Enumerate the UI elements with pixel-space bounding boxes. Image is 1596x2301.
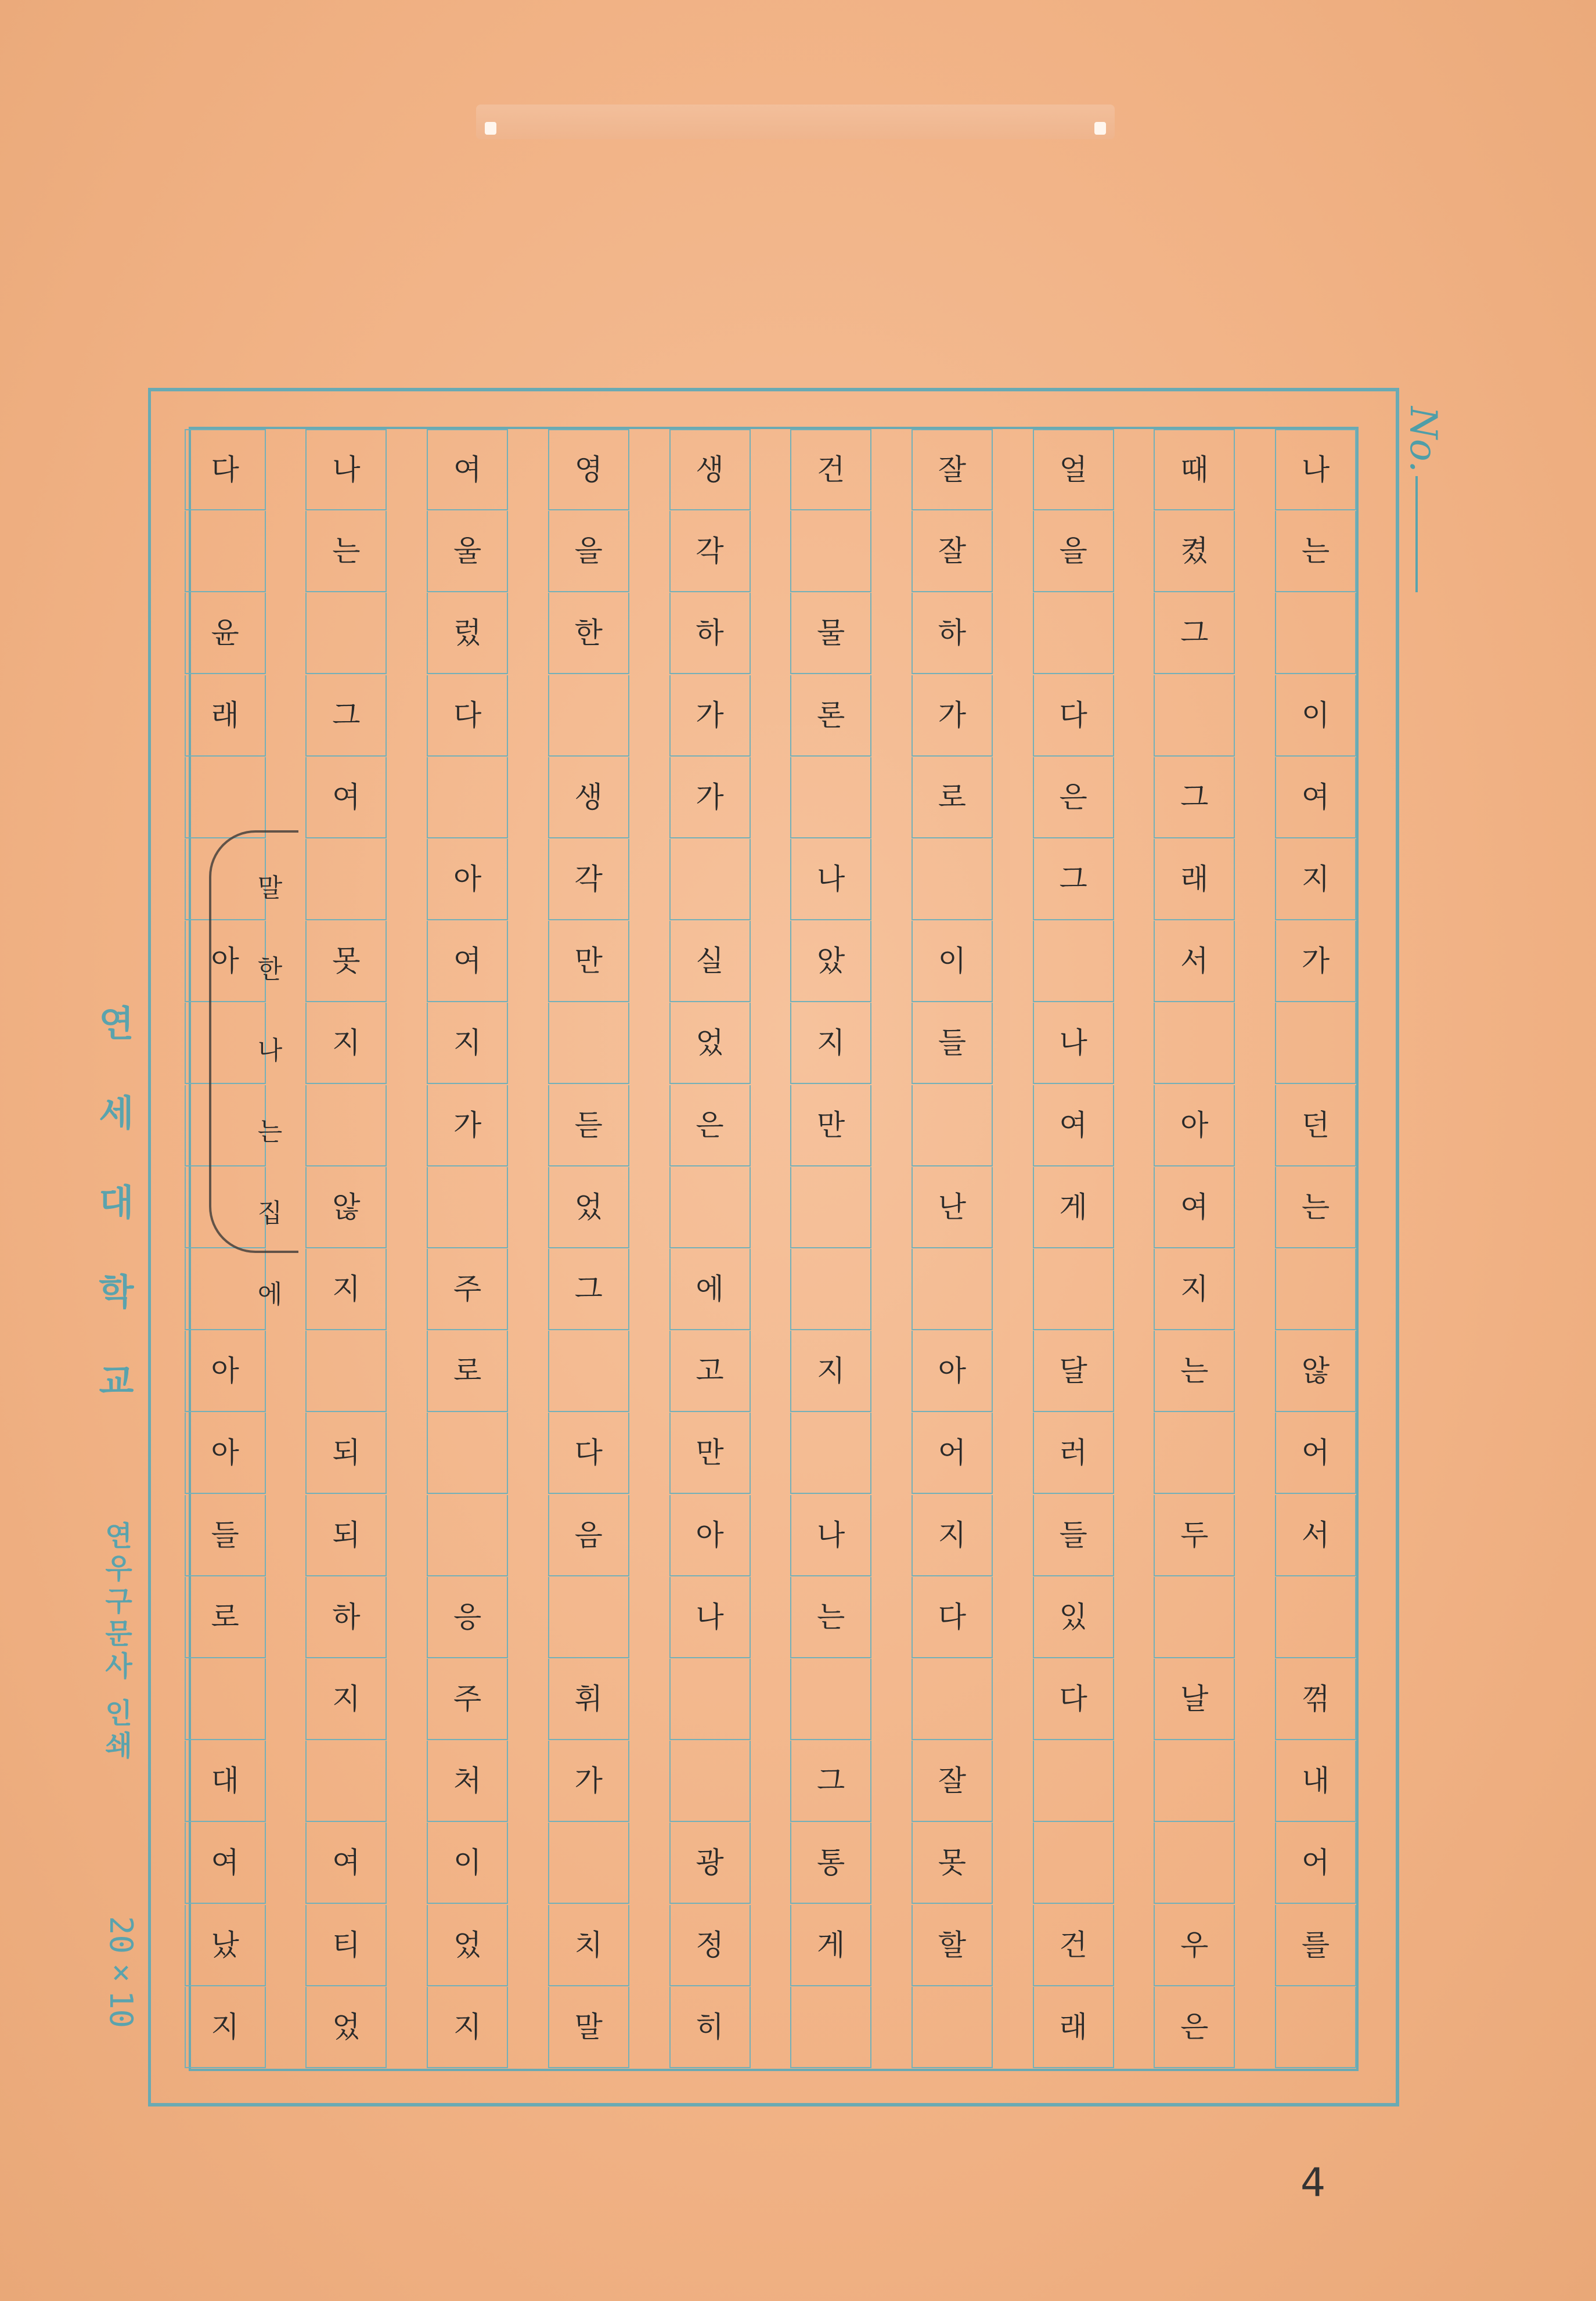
manuscript-cell: 가 <box>669 757 751 838</box>
manuscript-cell: 그 <box>305 675 387 757</box>
manuscript-cell: 물 <box>790 593 871 674</box>
margin-note-char: 집 <box>257 1198 283 1228</box>
manuscript-cell: 치 <box>548 1905 629 1986</box>
manuscript-cell: 는 <box>305 511 387 592</box>
manuscript-cell: 아 <box>1154 1085 1235 1166</box>
manuscript-cell <box>912 1249 993 1330</box>
manuscript-cell <box>1033 921 1114 1002</box>
manuscript-cell: 여 <box>305 1823 387 1904</box>
paper-clip-mark <box>476 105 1115 139</box>
manuscript-cell <box>1033 1823 1114 1904</box>
manuscript-cell: 다 <box>548 1413 629 1494</box>
manuscript-cell: 주 <box>427 1249 508 1330</box>
manuscript-cell: 여 <box>427 921 508 1002</box>
manuscript-cell: 가 <box>427 1085 508 1166</box>
manuscript-cell <box>185 511 266 592</box>
manuscript-cell: 들 <box>185 1495 266 1576</box>
manuscript-column <box>669 429 751 2069</box>
manuscript-cell <box>790 757 871 838</box>
manuscript-cell: 서 <box>1154 921 1235 1002</box>
manuscript-cell: 못 <box>912 1823 993 1904</box>
manuscript-cell: 되 <box>305 1413 387 1494</box>
manuscript-cell: 내 <box>1275 1741 1356 1822</box>
manuscript-cell <box>427 1495 508 1576</box>
manuscript-column <box>427 429 508 2069</box>
university-name: 연세대학교 <box>92 1004 135 1452</box>
manuscript-cell: 각 <box>548 839 629 920</box>
manuscript-cell: 지 <box>912 1495 993 1576</box>
manuscript-cell <box>912 839 993 920</box>
manuscript-cell: 난 <box>912 1167 993 1248</box>
printer-name: 연우구문사 인쇄 <box>100 1521 132 1763</box>
manuscript-cell: 광 <box>669 1823 751 1904</box>
manuscript-cell: 가 <box>1275 921 1356 1002</box>
manuscript-cell: 울 <box>427 511 508 592</box>
manuscript-cell: 를 <box>1275 1905 1356 1986</box>
manuscript-cell: 응 <box>427 1577 508 1658</box>
manuscript-cell: 휘 <box>548 1659 629 1740</box>
manuscript-cell <box>305 1741 387 1822</box>
manuscript-cell: 은 <box>669 1085 751 1166</box>
manuscript-cell <box>912 1659 993 1740</box>
manuscript-cell <box>1154 1577 1235 1658</box>
manuscript-cell: 여 <box>305 757 387 838</box>
manuscript-cell: 꺾 <box>1275 1659 1356 1740</box>
manuscript-cell <box>305 1085 387 1166</box>
manuscript-cell: 렀 <box>427 593 508 674</box>
manuscript-cell: 었 <box>427 1905 508 1986</box>
manuscript-cell <box>1275 1577 1356 1658</box>
manuscript-cell: 말 <box>548 1987 629 2068</box>
manuscript-cell: 윤 <box>185 593 266 674</box>
manuscript-column <box>1033 429 1114 2069</box>
manuscript-cell <box>1275 593 1356 674</box>
manuscript-cell <box>548 1577 629 1658</box>
manuscript-cell: 지 <box>790 1331 871 1412</box>
manuscript-cell: 들 <box>1033 1495 1114 1576</box>
manuscript-cell <box>1154 1741 1235 1822</box>
page-number: 4 <box>1300 2160 1326 2206</box>
manuscript-cell: 이 <box>1275 675 1356 757</box>
manuscript-cell: 하 <box>305 1577 387 1658</box>
manuscript-cell: 여 <box>1275 757 1356 838</box>
manuscript-cell: 에 <box>669 1249 751 1330</box>
manuscript-cell: 을 <box>548 511 629 592</box>
manuscript-cell: 아 <box>427 839 508 920</box>
manuscript-column <box>1154 429 1235 2069</box>
margin-note-char: 나 <box>257 1036 283 1065</box>
manuscript-cell: 할 <box>912 1905 993 1986</box>
manuscript-cell: 지 <box>427 1987 508 2068</box>
clip-hole-right <box>1094 122 1106 135</box>
manuscript-cell: 나 <box>669 1577 751 1658</box>
manuscript-cell: 주 <box>427 1659 508 1740</box>
manuscript-cell <box>548 675 629 757</box>
manuscript-cell: 고 <box>669 1331 751 1412</box>
manuscript-cell: 가 <box>912 675 993 757</box>
manuscript-cell: 때 <box>1154 429 1235 510</box>
manuscript-cell: 이 <box>427 1823 508 1904</box>
manuscript-cell: 다 <box>185 429 266 510</box>
manuscript-cell: 아 <box>912 1331 993 1412</box>
manuscript-cell: 그 <box>1033 839 1114 920</box>
manuscript-grid <box>191 429 1356 2069</box>
manuscript-cell: 지 <box>305 1659 387 1740</box>
manuscript-cell: 각 <box>669 511 751 592</box>
manuscript-cell: 아 <box>185 1331 266 1412</box>
manuscript-cell: 히 <box>669 1987 751 2068</box>
manuscript-cell <box>548 1823 629 1904</box>
manuscript-cell <box>790 1167 871 1248</box>
margin-note-char: 에 <box>257 1280 283 1309</box>
manuscript-cell <box>912 1085 993 1166</box>
manuscript-cell: 지 <box>1275 839 1356 920</box>
margin-note-char: 는 <box>257 1117 283 1147</box>
manuscript-cell: 듣 <box>548 1085 629 1166</box>
manuscript-cell <box>1154 1413 1235 1494</box>
manuscript-cell: 지 <box>427 1003 508 1084</box>
manuscript-cell: 지 <box>185 1987 266 2068</box>
manuscript-cell <box>305 839 387 920</box>
manuscript-cell: 두 <box>1154 1495 1235 1576</box>
manuscript-cell: 났 <box>185 1905 266 1986</box>
manuscript-cell <box>669 1659 751 1740</box>
manuscript-cell: 래 <box>1033 1987 1114 2068</box>
manuscript-cell: 하 <box>912 593 993 674</box>
manuscript-cell: 지 <box>305 1249 387 1330</box>
manuscript-cell <box>790 1659 871 1740</box>
manuscript-cell: 잘 <box>912 511 993 592</box>
manuscript-cell <box>790 511 871 592</box>
manuscript-cell <box>185 1659 266 1740</box>
manuscript-cell: 나 <box>1033 1003 1114 1084</box>
manuscript-cell: 는 <box>790 1577 871 1658</box>
manuscript-cell: 않 <box>1275 1331 1356 1412</box>
manuscript-cell: 게 <box>790 1905 871 1986</box>
manuscript-cell: 건 <box>790 429 871 510</box>
manuscript-cell <box>669 1741 751 1822</box>
manuscript-cell <box>1154 1823 1235 1904</box>
margin-note-char: 말 <box>257 873 283 903</box>
manuscript-cell: 처 <box>427 1741 508 1822</box>
manuscript-cell: 었 <box>305 1987 387 2068</box>
manuscript-column <box>912 429 993 2069</box>
manuscript-cell: 은 <box>1033 757 1114 838</box>
manuscript-cell <box>1275 1987 1356 2068</box>
manuscript-cell <box>1154 1003 1235 1084</box>
manuscript-cell: 는 <box>1275 1167 1356 1248</box>
manuscript-cell <box>790 1987 871 2068</box>
manuscript-cell <box>548 1003 629 1084</box>
manuscript-cell: 대 <box>185 1741 266 1822</box>
manuscript-cell: 켰 <box>1154 511 1235 592</box>
manuscript-cell: 얼 <box>1033 429 1114 510</box>
manuscript-cell: 다 <box>912 1577 993 1658</box>
manuscript-cell: 만 <box>669 1413 751 1494</box>
manuscript-cell: 않 <box>305 1167 387 1248</box>
manuscript-cell: 우 <box>1154 1905 1235 1986</box>
manuscript-cell: 여 <box>427 429 508 510</box>
manuscript-cell <box>427 1413 508 1494</box>
manuscript-column <box>305 429 387 2069</box>
manuscript-cell: 정 <box>669 1905 751 1986</box>
manuscript-cell <box>427 757 508 838</box>
manuscript-cell: 는 <box>1275 511 1356 592</box>
manuscript-cell: 나 <box>790 1495 871 1576</box>
manuscript-cell: 았 <box>790 921 871 1002</box>
manuscript-cell: 영 <box>548 429 629 510</box>
manuscript-cell: 나 <box>790 839 871 920</box>
manuscript-cell: 은 <box>1154 1987 1235 2068</box>
manuscript-cell: 다 <box>1033 675 1114 757</box>
manuscript-cell: 가 <box>548 1741 629 1822</box>
manuscript-cell: 그 <box>1154 757 1235 838</box>
manuscript-cell: 다 <box>1033 1659 1114 1740</box>
manuscript-cell: 한 <box>548 593 629 674</box>
manuscript-cell: 가 <box>669 675 751 757</box>
manuscript-cell: 론 <box>790 675 871 757</box>
manuscript-cell: 이 <box>912 921 993 1002</box>
manuscript-cell <box>1033 593 1114 674</box>
manuscript-cell <box>912 1987 993 2068</box>
manuscript-cell: 로 <box>427 1331 508 1412</box>
manuscript-cell: 서 <box>1275 1495 1356 1576</box>
manuscript-cell: 들 <box>912 1003 993 1084</box>
manuscript-cell: 지 <box>305 1003 387 1084</box>
manuscript-cell: 어 <box>1275 1413 1356 1494</box>
manuscript-cell <box>1275 1003 1356 1084</box>
manuscript-cell <box>548 1331 629 1412</box>
manuscript-cell: 게 <box>1033 1167 1114 1248</box>
manuscript-cell: 만 <box>548 921 629 1002</box>
manuscript-cell: 었 <box>548 1167 629 1248</box>
manuscript-cell <box>305 593 387 674</box>
manuscript-cell <box>1154 675 1235 757</box>
margin-note-char: 한 <box>257 955 283 984</box>
manuscript-cell: 생 <box>548 757 629 838</box>
manuscript-cell: 던 <box>1275 1085 1356 1166</box>
manuscript-cell <box>1033 1741 1114 1822</box>
manuscript-cell: 래 <box>1154 839 1235 920</box>
manuscript-cell: 음 <box>548 1495 629 1576</box>
manuscript-cell: 다 <box>427 675 508 757</box>
manuscript-cell: 통 <box>790 1823 871 1904</box>
manuscript-cell: 지 <box>790 1003 871 1084</box>
manuscript-cell: 있 <box>1033 1577 1114 1658</box>
grid-size-label: 20×10 <box>103 1916 139 2029</box>
manuscript-cell: 그 <box>1154 593 1235 674</box>
manuscript-cell: 달 <box>1033 1331 1114 1412</box>
manuscript-cell <box>669 1167 751 1248</box>
manuscript-cell: 날 <box>1154 1659 1235 1740</box>
manuscript-cell: 아 <box>185 921 266 1002</box>
manuscript-cell: 여 <box>1154 1167 1235 1248</box>
manuscript-cell: 여 <box>185 1823 266 1904</box>
manuscript-cell <box>305 1331 387 1412</box>
manuscript-cell <box>427 1167 508 1248</box>
manuscript-cell: 어 <box>912 1413 993 1494</box>
manuscript-cell: 나 <box>1275 429 1356 510</box>
manuscript-column <box>1275 429 1356 2069</box>
clip-hole-left <box>485 122 496 135</box>
manuscript-cell <box>790 1413 871 1494</box>
manuscript-cell: 러 <box>1033 1413 1114 1494</box>
number-label: No. <box>1402 406 1444 473</box>
manuscript-cell <box>790 1249 871 1330</box>
manuscript-cell: 는 <box>1154 1331 1235 1412</box>
manuscript-cell: 을 <box>1033 511 1114 592</box>
manuscript-cell <box>1275 1249 1356 1330</box>
manuscript-cell: 그 <box>790 1741 871 1822</box>
manuscript-cell <box>669 839 751 920</box>
manuscript-cell: 래 <box>185 675 266 757</box>
manuscript-cell: 었 <box>669 1003 751 1084</box>
manuscript-cell <box>1033 1249 1114 1330</box>
manuscript-cell: 아 <box>185 1413 266 1494</box>
manuscript-column <box>790 429 871 2069</box>
manuscript-column <box>548 429 629 2069</box>
manuscript-cell: 실 <box>669 921 751 1002</box>
manuscript-cell: 되 <box>305 1495 387 1576</box>
margin-note <box>250 848 290 1335</box>
manuscript-cell: 잘 <box>912 429 993 510</box>
manuscript-cell: 하 <box>669 593 751 674</box>
manuscript-cell <box>185 757 266 838</box>
manuscript-cell: 지 <box>1154 1249 1235 1330</box>
manuscript-cell: 어 <box>1275 1823 1356 1904</box>
manuscript-cell: 티 <box>305 1905 387 1986</box>
manuscript-cell: 잘 <box>912 1741 993 1822</box>
manuscript-cell: 건 <box>1033 1905 1114 1986</box>
number-line <box>1415 476 1418 592</box>
manuscript-cell: 생 <box>669 429 751 510</box>
manuscript-cell: 로 <box>185 1577 266 1658</box>
manuscript-cell: 여 <box>1033 1085 1114 1166</box>
manuscript-cell: 아 <box>669 1495 751 1576</box>
manuscript-cell: 로 <box>912 757 993 838</box>
manuscript-cell: 나 <box>305 429 387 510</box>
manuscript-cell: 그 <box>548 1249 629 1330</box>
manuscript-cell: 못 <box>305 921 387 1002</box>
manuscript-cell: 만 <box>790 1085 871 1166</box>
